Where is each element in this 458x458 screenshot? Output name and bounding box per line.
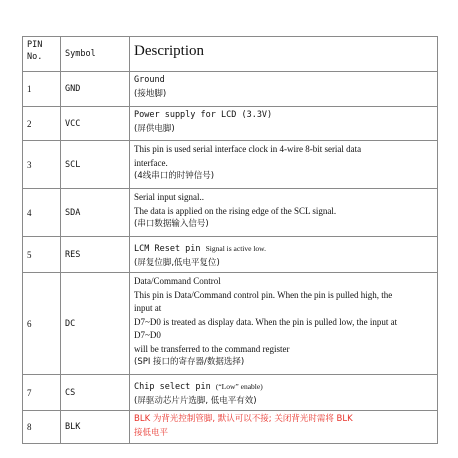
table-row [23,411,438,444]
table-row [23,237,438,273]
pin-description [130,411,438,444]
pin-number: 7 [23,375,61,411]
desc-line: Data/Command Control [134,276,221,286]
pin-description [130,237,438,273]
pin-description [130,72,438,107]
pin-number: 1 [23,72,61,107]
header-pin-no [23,37,61,72]
desc-line: (屏复位脚,低电平复位) [134,257,220,268]
pin-description [130,273,438,375]
pin-number: 3 [23,141,61,189]
desc-line: Power supply for LCD (3.3V) [134,110,273,120]
pin-symbol: GND [61,72,130,107]
desc-line: This pin is used serial interface clock in 4-wire 8-bit serial data [134,144,362,154]
desc-line [134,239,433,257]
desc-line: 接低电平 [134,427,169,438]
table-row [23,72,438,107]
pin-table [22,36,438,444]
table-row [23,141,438,189]
desc-line: (串口数据输入信号) [134,219,209,229]
desc-line [134,377,433,395]
pin-symbol: DC [61,273,130,375]
header-no-text: No. [27,52,43,62]
pin-symbol: SCL [61,141,130,189]
desc-line: (屏供电脚) [134,123,175,134]
desc-line: D7~D0 is treated as display data. When the pin is pulled low, the input at [134,316,398,327]
desc-line-note: Signal is active low. [205,244,266,253]
table-row [23,107,438,141]
desc-line-main: LCM Reset pin [134,244,201,254]
pin-symbol: SDA [61,189,130,237]
pin-number: 8 [23,411,61,444]
header-description: Description [130,37,438,72]
pin-symbol: CS [61,375,130,411]
table-row [23,375,438,411]
desc-line: input at [134,303,162,313]
pin-number: 2 [23,107,61,141]
desc-line: D7~D0 [134,330,161,340]
desc-line: This pin is Data/Command control pin. When the pin is pulled high, the [134,289,393,300]
desc-line-main: Chip select pin [134,382,211,392]
desc-line: (接地脚) [134,88,167,99]
pin-description [130,141,438,189]
desc-line: (屏驱动芯片片选脚, 低电平有效) [134,395,257,406]
pin-description [130,189,438,237]
pin-symbol: VCC [61,107,130,141]
table-row [23,273,438,375]
desc-line: (4线串口的时钟信号) [134,171,215,181]
pin-symbol: BLK [61,411,130,444]
desc-line-note: (“Low” enable) [215,382,263,391]
desc-line: Serial input signal.. [134,192,204,202]
desc-line: BLK 为背光控制管脚, 默认可以不接; 关闭背光时需将 BLK [134,414,353,424]
table-header-row [23,37,438,72]
desc-line: (SPI 接口的寄存器/数据选择) [134,357,245,367]
header-symbol: Symbol [61,37,130,72]
table-row [23,189,438,237]
pin-number: 6 [23,273,61,375]
desc-line: interface. [134,157,168,168]
header-pin-text: PIN [27,40,43,50]
desc-line: The data is applied on the rising edge of the SCL signal. [134,205,337,216]
pin-symbol: RES [61,237,130,273]
desc-line: will be transferred to the command register [134,343,290,354]
pin-number: 5 [23,237,61,273]
pin-description [130,107,438,141]
desc-line: Ground [134,75,165,85]
pin-number: 4 [23,189,61,237]
pin-description [130,375,438,411]
